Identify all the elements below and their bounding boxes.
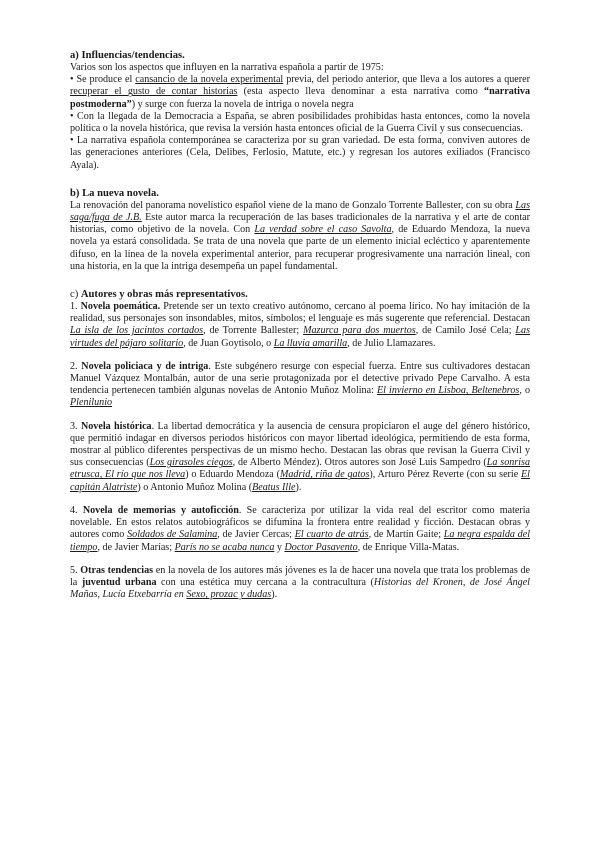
text-run: , de Julio Llamazares. <box>347 337 436 349</box>
section-c-title-prefix: c) <box>70 289 81 301</box>
work-title: Doctor Pasavento <box>284 541 358 553</box>
text-run: ), Arturo Pérez Reverte (con su serie <box>369 469 522 481</box>
section-c-title <box>70 288 530 301</box>
section-a-title: a) Influencias/tendencias. <box>70 50 185 61</box>
work-title: Soldados de Salamina <box>127 529 218 541</box>
section-c-item-3 <box>70 421 530 494</box>
work-title: Los girasoles ciegos <box>149 457 233 469</box>
work-title: La sonrisa etrusca, El río que nos lleva <box>70 457 531 481</box>
text-run: , de Juan Goytisolo, o <box>183 337 274 349</box>
text-run: , de Javier Cercas; <box>217 529 295 541</box>
work-title: , de José Ángel Mañas, Lucía Etxebarría en <box>70 576 530 601</box>
emphasis-text: Otras tendencias <box>80 564 154 576</box>
work-title: Plenilunio <box>70 397 113 409</box>
text-run: ). <box>295 481 302 493</box>
emphasis-text: “narrativa postmoderna” <box>70 86 531 110</box>
text-run: (esta aspecto lleva denominar a esta narrativa como <box>237 86 485 98</box>
section-b-title: b) La nueva novela. <box>70 187 159 199</box>
work-title: La isla de los jacintos cortados <box>70 325 204 337</box>
text-run: , de Enrique Villa-Matas. <box>357 541 460 553</box>
text-run: 5. <box>70 564 81 576</box>
work-title: Las virtudes del pájaro solitario <box>70 325 531 349</box>
text-run: ) o Antonio Muñoz Molina ( <box>137 481 253 493</box>
text-run: . Este subgénero resurge con especial fuerza. Entre sus cultivadores destacan Manuel Vázquez Montalbán, autor de una serie protagonizada por el detective privado Pepe Carvalho. A esta tendencia pertenecen también algunas novelas de Antonio Muñoz Molina: <box>70 360 531 397</box>
text-run: y <box>274 541 285 553</box>
text-run: cansancio de la novela experimental <box>135 74 284 86</box>
section-a-bullet-1 <box>70 74 530 111</box>
text-run: ) y surge con fuerza la novela de intriga o novela negra <box>131 98 354 110</box>
text-run: ). <box>271 589 278 601</box>
text-run: • Con la llegada de la Democracia a España, se abren posibilidades prohibidas hasta entonces, como la novela política o la novela histórica, que revisa la versión hasta entonces oficial de la Guerra Civil y sus consecuencias. <box>70 110 530 135</box>
work-title: El invierno en Lisboa, Beltenebros <box>376 385 520 397</box>
text-run: , de Torrente Ballester; <box>203 325 304 337</box>
emphasis-text: Novela poemática. <box>80 301 161 313</box>
work-title: Madrid, riña de gatos <box>279 469 370 481</box>
text-run: con una estética muy cercana a la contracultura ( <box>156 576 374 588</box>
section-c-item-1 <box>70 301 530 350</box>
section-c-item-4 <box>70 505 530 554</box>
text-run: 2. <box>70 360 82 372</box>
section-c-item-2 <box>70 361 530 410</box>
section-a-intro: Varios son los aspectos que influyen en la narrativa española a partir de 1975: <box>70 62 384 73</box>
section-a-bullet-2 <box>70 111 530 135</box>
text-run: Pretende ser un texto creativo autónomo, cercano al poema lírico. No hay imitación de la realidad, sus personajes son insondables, mitos, símbolos; el lenguaje es más sugerente que referencial. Destacan <box>70 301 531 325</box>
work-title: La verdad sobre el caso Savolta <box>254 224 392 236</box>
section-b-paragraph <box>70 200 530 273</box>
work-title: El capitán Alatriste <box>70 469 530 493</box>
text-run: 4. <box>70 504 83 516</box>
text-run: , de Eduardo Mendoza, la nueva novela ya estará consolidada. Se trata de una novela que parte de un elemento inicial ecléctico y aparentemente difuso, en la línea de la novela experimental anterior, para recuperar progresivamente una narración lineal, con una historia, en la que la intriga desempeña un papel fundamental. <box>70 224 531 272</box>
text-run: • La narrativa española contemporánea se caracteriza por su gran variedad. De esta forma, conviven autores de las generaciones anteriores (Cela, Delibes, Ferlosio, Matute, etc.) y regresan los autores exiliados (Francisco Ayala). <box>70 135 530 171</box>
section-a-bullet-3 <box>70 135 530 172</box>
work-title: La lluvia amarilla <box>273 337 348 349</box>
emphasis-text: Novela policiaca y de intriga <box>81 360 209 372</box>
text-run: , de Javier Marías; <box>97 541 175 553</box>
work-title: París no se acaba nunca <box>174 541 275 553</box>
text-run: , de Camilo José Cela; <box>415 325 516 337</box>
text-run: previa, del periodo anterior, que lleva a los autores a querer <box>283 74 530 86</box>
text-run: 1. <box>70 301 81 313</box>
work-title: Sexo, prozac y dudas <box>186 589 272 601</box>
section-c-item-5 <box>70 565 530 602</box>
emphasis-text: Novela de memorias y autoficción <box>82 504 239 516</box>
text-run: . La libertad democrática y la ausencia de censura propiciaron el auge del género histórico, que permitió indagar en diversos periodos históricos con mayor libertad ideológica, permitiendo de esta forma, mostrar al público diferentes perspectivas de un mismo hecho. Destacan las obras que revisan la Guerra Civil y sus consecuencias ( <box>70 420 531 469</box>
text-run: en la novela de los autores más jóvenes es la de hacer una novela que trata los problemas de la <box>70 564 530 588</box>
emphasis-text: Novela histórica <box>80 420 152 432</box>
text-run: , de Alberto Méndez). Otros autores son José Luis Sampedro ( <box>232 457 487 469</box>
text-run: 3. <box>70 420 81 432</box>
work-title: Beatus Ille <box>252 481 296 493</box>
section-c-title-text: Autores y obras más representativos. <box>80 289 248 301</box>
text-run: La renovación del panorama novelístico español viene de la mano de Gonzalo Torrente Ballester, con su obra <box>70 199 516 211</box>
emphasis-text: juventud urbana <box>81 576 157 588</box>
text-run: , de Martín Gaite; <box>368 529 444 541</box>
text-run: ) o Eduardo Mendoza ( <box>185 469 280 481</box>
text-run: Este autor marca la recuperación de las bases tradicionales de la narrativa y el arte de contar historias, como objetivo de la novela. Con <box>70 212 530 236</box>
work-title: Historias del Kronen <box>373 576 463 588</box>
work-title: La negra espalda del tiempo <box>70 529 530 553</box>
work-title: Las saga/fuga de J.B. <box>70 199 530 224</box>
text-run: • Se produce el <box>70 74 136 86</box>
work-title: Mazurca para dos muertos <box>303 325 416 337</box>
work-title: El cuarto de atrás <box>294 529 369 541</box>
text-run: . Se caracteriza por utilizar la vida real del escritor como materia novelable. En estos relatos autobiográficos se difumina la frontera entre realidad y ficción. Destacan obras y autores como <box>70 504 530 541</box>
text-run: recuperar el gusto de contar historias <box>70 86 238 98</box>
text-run: , o <box>519 385 530 397</box>
